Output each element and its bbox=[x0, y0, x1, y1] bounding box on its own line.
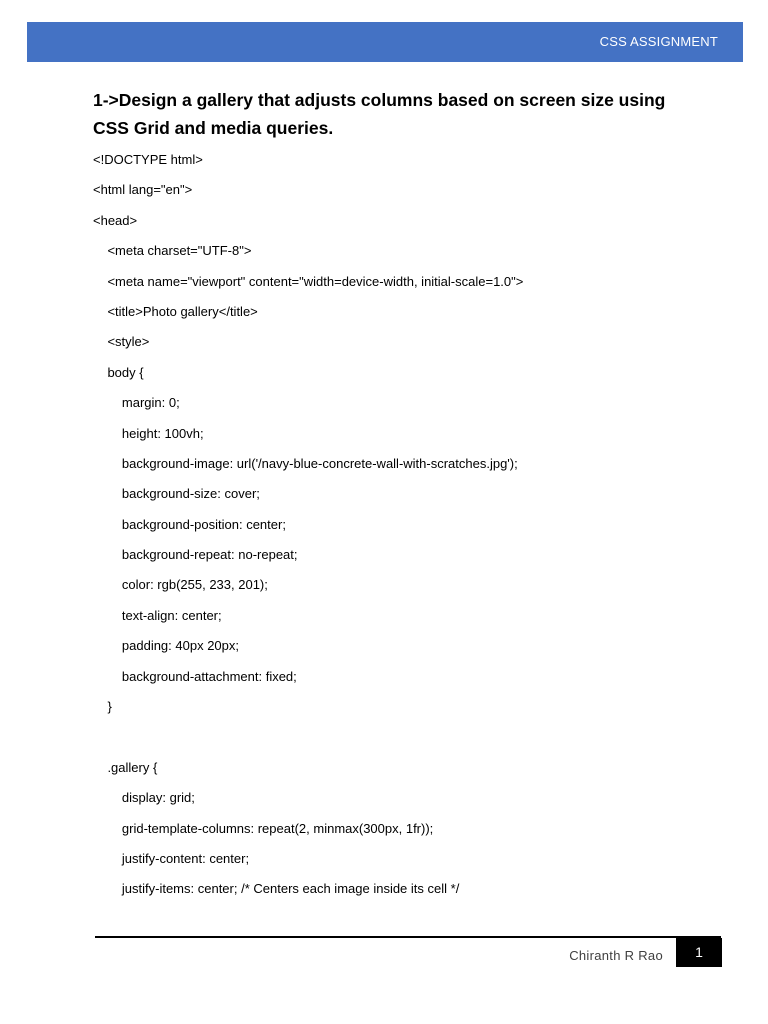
header-bar bbox=[27, 22, 743, 62]
code-line: margin: 0; bbox=[93, 395, 180, 411]
author-name: Chiranth R Rao bbox=[569, 948, 663, 963]
code-line: background-image: url('/navy-blue-concrete-wall-with-scratches.jpg'); bbox=[93, 455, 518, 471]
page-number: 1 bbox=[676, 938, 722, 967]
code-line bbox=[93, 727, 713, 757]
code-block bbox=[93, 150, 713, 910]
code-line: <meta name="viewport" content="width=device-width, initial-scale=1.0"> bbox=[93, 273, 524, 289]
code-line: padding: 40px 20px; bbox=[93, 638, 239, 654]
code-line: display: grid; bbox=[93, 790, 195, 806]
code-line: background-position: center; bbox=[93, 516, 286, 532]
code-line: height: 100vh; bbox=[93, 425, 204, 441]
question-heading: 1->Design a gallery that adjusts columns based on screen size using CSS Grid and media queries. bbox=[93, 90, 666, 138]
code-line: grid-template-columns: repeat(2, minmax(300px, 1fr)); bbox=[93, 820, 434, 836]
header-title: CSS ASSIGNMENT bbox=[599, 34, 718, 49]
code-line: <!DOCTYPE html> bbox=[93, 152, 203, 167]
code-line: background-attachment: fixed; bbox=[93, 668, 297, 684]
code-line: <style> bbox=[93, 334, 150, 350]
code-line: <head> bbox=[93, 212, 138, 228]
code-line: background-repeat: no-repeat; bbox=[93, 547, 298, 563]
footer-divider bbox=[95, 936, 721, 938]
code-line: text-align: center; bbox=[93, 607, 222, 623]
code-line: <meta charset="UTF-8"> bbox=[93, 243, 252, 259]
code-line: } bbox=[93, 699, 112, 715]
code-line: <title>Photo gallery</title> bbox=[93, 303, 258, 319]
code-line: color: rgb(255, 233, 201); bbox=[93, 577, 268, 593]
code-line: .gallery { bbox=[93, 759, 158, 775]
code-line: <html lang="en"> bbox=[93, 182, 193, 198]
code-line: justify-content: center; bbox=[93, 850, 250, 866]
code-line: background-size: cover; bbox=[93, 486, 260, 502]
code-line: justify-items: center; /* Centers each image inside its cell */ bbox=[93, 881, 460, 897]
code-line: body { bbox=[93, 364, 144, 380]
